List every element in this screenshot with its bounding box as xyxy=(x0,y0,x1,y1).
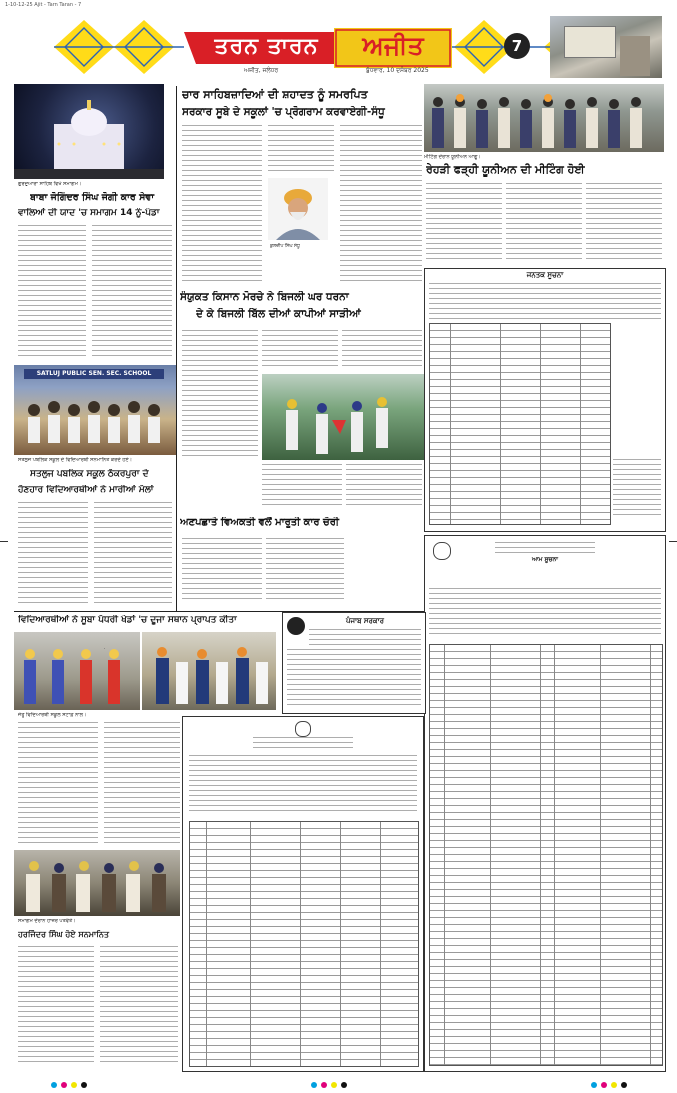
union-caption: ਮੀਟਿੰਗ ਦੌਰਾਨ ਯੂਨੀਅਨ ਆਗੂ। xyxy=(424,154,481,160)
baba-headline-1: ਬਾਬਾ ਜੋਗਿੰਦਰ ਸਿੰਘ ਜੋਗੀ ਕਾਰ ਸੇਵਾ xyxy=(30,192,155,203)
gurdwara-photo xyxy=(14,84,164,179)
brand-small: ਅਜੀਤ xyxy=(244,67,259,74)
bottom-left-text xyxy=(18,946,94,1064)
main-story-text xyxy=(268,125,334,175)
notice-2-text xyxy=(429,588,661,638)
column-rule xyxy=(176,86,177,611)
gurdwara-caption: ਗੁਰਦੁਆਰਾ ਸਾਹਿਬ ਵਿਖੇ ਸਮਾਗਮ। xyxy=(18,181,82,187)
tender-heading xyxy=(253,737,353,749)
notice-text xyxy=(429,283,661,319)
school-story-text xyxy=(18,502,88,606)
school-story-text xyxy=(94,502,172,606)
masthead-photo xyxy=(550,16,662,78)
notice-box xyxy=(424,268,666,532)
tender-table xyxy=(189,821,419,1067)
kisan-story-text xyxy=(262,330,338,370)
kisan-story-text xyxy=(342,330,422,370)
main-headline-1: ਚਾਰ ਸਾਹਿਬਜ਼ਾਦਿਆਂ ਦੀ ਸ਼ਹਾਦਤ ਨੂੰ ਸਮਰਪਿਤ xyxy=(182,88,368,101)
sports-story-text xyxy=(104,722,180,846)
notice-title: ਜਨਤਕ ਸੂਚਨਾ xyxy=(526,271,564,279)
issue-date: ਬੁੱਧਵਾਰ, 10 ਦਸੰਬਰ 2025 xyxy=(366,67,429,74)
notice-2-title: ਆਮ ਸੂਚਨਾ xyxy=(531,556,559,563)
car-headline: ਅਣਪਛਾਤੇ ਵਿਅਕਤੀ ਵਲੋਂ ਮਾਰੂਤੀ ਕਾਰ ਚੋਰੀ xyxy=(180,517,339,528)
portrait-photo xyxy=(268,178,328,240)
print-slug: 1-10-12-25 Ajit - Tarn Taran - 7 xyxy=(5,2,82,8)
kisan-story-text xyxy=(182,330,258,460)
kisan-headline-1: ਸੰਯੁਕਤ ਕਿਸਾਨ ਮੋਰਚੇ ਨੇ ਬਿਜਲੀ ਘਰ ਧਰਨਾ xyxy=(180,291,349,303)
notice-2-table xyxy=(429,644,663,1066)
crop-mark xyxy=(669,541,677,542)
govt-ad-text xyxy=(287,649,421,709)
govt-ad-box xyxy=(282,612,426,714)
main-headline-2: ਸਰਕਾਰ ਸੂਬੇ ਦੇ ਸਕੂਲਾਂ 'ਚ ਪ੍ਰੋਗਰਾਮ ਕਰਵਾਏਗੀ-ਸੰਧੂ xyxy=(182,106,385,118)
baba-headline-2: ਵਾਲਿਆਂ ਦੀ ਯਾਦ 'ਚ ਸਮਾਗਮ 14 ਨੂੰ-ਪੰਡਾ xyxy=(18,208,160,218)
baba-story-text xyxy=(18,225,86,359)
main-story-text xyxy=(340,125,422,285)
brand-name: ਅਜੀਤ xyxy=(362,31,424,60)
sports-story-text xyxy=(104,648,105,649)
sports-caption: ਜੇਤੂ ਵਿਦਿਆਰਥੀ ਸਕੂਲ ਸਟਾਫ਼ ਨਾਲ। xyxy=(18,712,87,718)
group-caption: ਸਮਾਗਮ ਦੌਰਾਨ ਹਾਜ਼ਰ ਪਤਵੰਤੇ। xyxy=(18,918,76,924)
tender-emblem xyxy=(295,721,311,737)
page-number-badge: 7 xyxy=(504,33,530,59)
masthead xyxy=(14,14,664,80)
crop-mark xyxy=(0,541,8,542)
govt-ad-title: ਪੰਜਾਬ ਸਰਕਾਰ xyxy=(345,617,384,625)
union-story-text xyxy=(586,183,662,263)
kisan-story-text xyxy=(262,464,342,508)
masthead-title: ਤਰਨ ਤਾਰਨ xyxy=(214,34,319,59)
union-story-text xyxy=(426,183,502,263)
govt-ad-text xyxy=(309,629,421,647)
school-photo: SATLUJ PUBLIC SEN. SEC. SCHOOL xyxy=(14,365,176,455)
notice-2-box xyxy=(424,535,666,1072)
bottom-left-text xyxy=(100,946,178,1064)
bottom-left-headline: ਹਰਜਿੰਦਰ ਸਿੰਘ ਹੋਏ ਸਨਮਾਨਿਤ xyxy=(18,930,109,939)
car-story-text xyxy=(266,538,344,602)
kisan-headline-2: ਦੇ ਕੇ ਬਿਜਲੀ ਬਿੱਲ ਦੀਆਂ ਕਾਪੀਆਂ ਸਾੜੀਆਂ xyxy=(196,308,361,320)
portrait-caption: ਕੁਲਦੀਪ ਸਿੰਘ ਸੰਧੂ xyxy=(270,244,300,249)
govt-ad-logo xyxy=(287,617,305,635)
school-caption: ਸਤਲੁਜ ਪਬਲਿਕ ਸਕੂਲ ਦੇ ਵਿਦਿਆਰਥੀ ਸਨਮਾਨਿਤ ਕਰਦੇ ਹੋਏ। xyxy=(18,457,133,463)
kisan-story-text xyxy=(346,464,422,508)
car-story-text xyxy=(182,538,262,602)
union-headline: ਰੇਹੜੀ ਫੜ੍ਹੀ ਯੂਨੀਅਨ ਦੀ ਮੀਟਿੰਗ ਹੋਈ xyxy=(426,163,585,176)
place-name: ਜਲੰਧਰ xyxy=(262,67,279,74)
tender-box xyxy=(182,716,424,1072)
masthead-place: ਅਜੀਤ, ਜਲੰਧਰ xyxy=(244,67,279,74)
notice-table xyxy=(429,323,611,525)
union-story-text xyxy=(506,183,582,263)
protest-photo xyxy=(262,374,424,460)
main-story-text xyxy=(182,125,262,285)
sports-photo xyxy=(14,632,140,710)
baba-story-text xyxy=(92,225,172,359)
school-headline-1: ਸਤਲੁਜ ਪਬਲਿਕ ਸਕੂਲ ਠੱਕਰਪੁਰਾ ਦੇ xyxy=(30,469,149,479)
footer-color-bar xyxy=(14,1074,664,1082)
notice-2-heading xyxy=(495,542,595,554)
notice-text xyxy=(613,459,661,519)
union-photo xyxy=(424,84,664,152)
sports-headline: ਵਿਦਿਆਰਥੀਆਂ ਨੇ ਸੂਬਾ ਪੱਧਰੀ ਖੇਡਾਂ 'ਚ ਦੂਜਾ ਸਥਾਨ ਪ੍ਰਾਪਤ ਕੀਤਾ xyxy=(18,615,237,625)
school-headline-2: ਹੋਣਹਾਰ ਵਿਦਿਆਰਥੀਆਂ ਨੇ ਮਾਰੀਆਂ ਮੱਲਾਂ xyxy=(18,485,154,495)
sports-story-text xyxy=(18,722,98,846)
sports-photo-2 xyxy=(142,632,276,710)
tender-text xyxy=(189,755,417,815)
group-photo xyxy=(14,850,180,916)
